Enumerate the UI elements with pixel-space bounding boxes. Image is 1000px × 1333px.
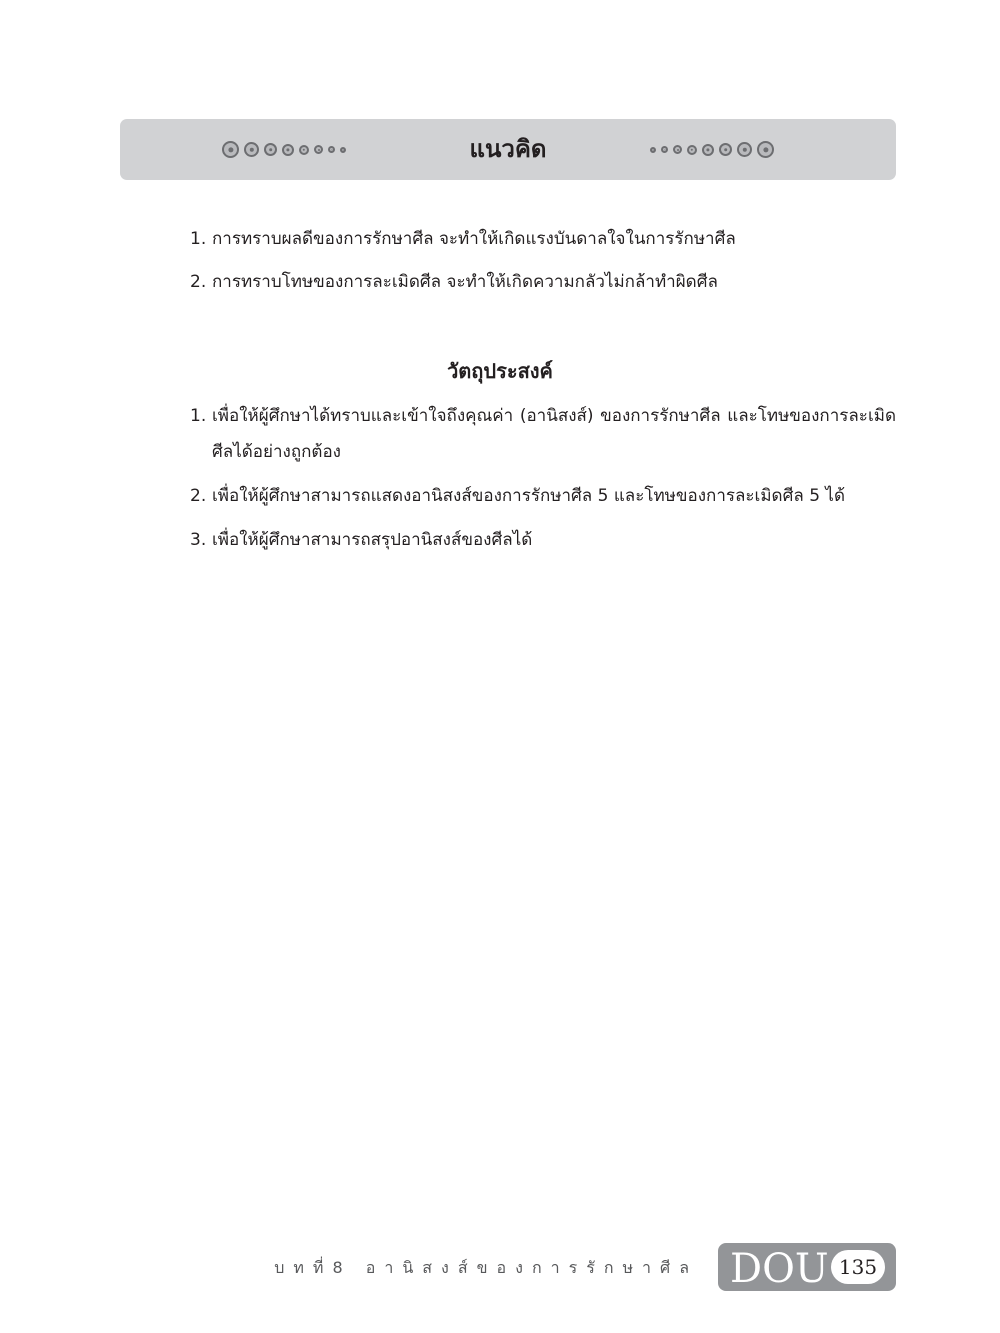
decorative-dots-right: [650, 119, 779, 180]
list-item-number: 3.: [190, 530, 207, 550]
footer-chapter-title: บทที่8 อานิสงส์ของการรักษาศีล: [274, 1258, 698, 1277]
circle-dot-icon: [757, 141, 774, 158]
circle-dot-icon: [702, 144, 714, 156]
dou-logo: DOU: [730, 1246, 829, 1292]
concept-list: [190, 221, 896, 307]
list-item: [190, 478, 896, 514]
list-item: [190, 264, 896, 300]
circle-dot-icon: [687, 145, 697, 155]
list-item: [190, 522, 896, 558]
circle-dot-icon: [737, 142, 752, 157]
list-item-number: 2.: [190, 486, 207, 506]
list-item-text: การทราบผลดีของการรักษาศีล จะทำให้เกิดแรงบันดาลใจในการรักษาศีล: [212, 229, 736, 249]
list-item-text: เพื่อให้ผู้ศึกษาสามารถสรุปอานิสงส์ของศีลได้: [212, 530, 533, 550]
section-title-concept: แนวคิด: [469, 135, 547, 163]
list-item-text: การทราบโทษของการละเมิดศีล จะทำให้เกิดความกลัวไม่กล้าทำผิดศีล: [212, 272, 718, 292]
list-item-number: 1.: [190, 406, 207, 426]
list-item-number: 1.: [190, 229, 207, 249]
list-item-text: เพื่อให้ผู้ศึกษาสามารถแสดงอานิสงส์ของการรักษาศีล 5 และโทษของการละเมิดศีล 5 ได้: [212, 486, 846, 506]
circle-dot-icon: [650, 147, 656, 153]
page-number: 135: [831, 1250, 885, 1284]
objective-list: [190, 398, 896, 566]
section-title-objectives: วัตถุประสงค์: [447, 359, 553, 383]
circle-dot-icon: [673, 145, 682, 154]
list-item-number: 2.: [190, 272, 207, 292]
circle-dot-icon: [661, 146, 668, 153]
list-item-text: เพื่อให้ผู้ศึกษาได้ทราบและเข้าใจถึงคุณค่า (อานิสงส์) ของการรักษาศีล และโทษของการละเมิดศีลได้อย่างถูกต้อง: [212, 406, 896, 462]
circle-dot-icon: [719, 143, 732, 156]
footer-badge: [718, 1243, 896, 1291]
list-item: [190, 221, 896, 257]
list-item: [190, 398, 896, 470]
section-header-bar: [120, 119, 896, 180]
